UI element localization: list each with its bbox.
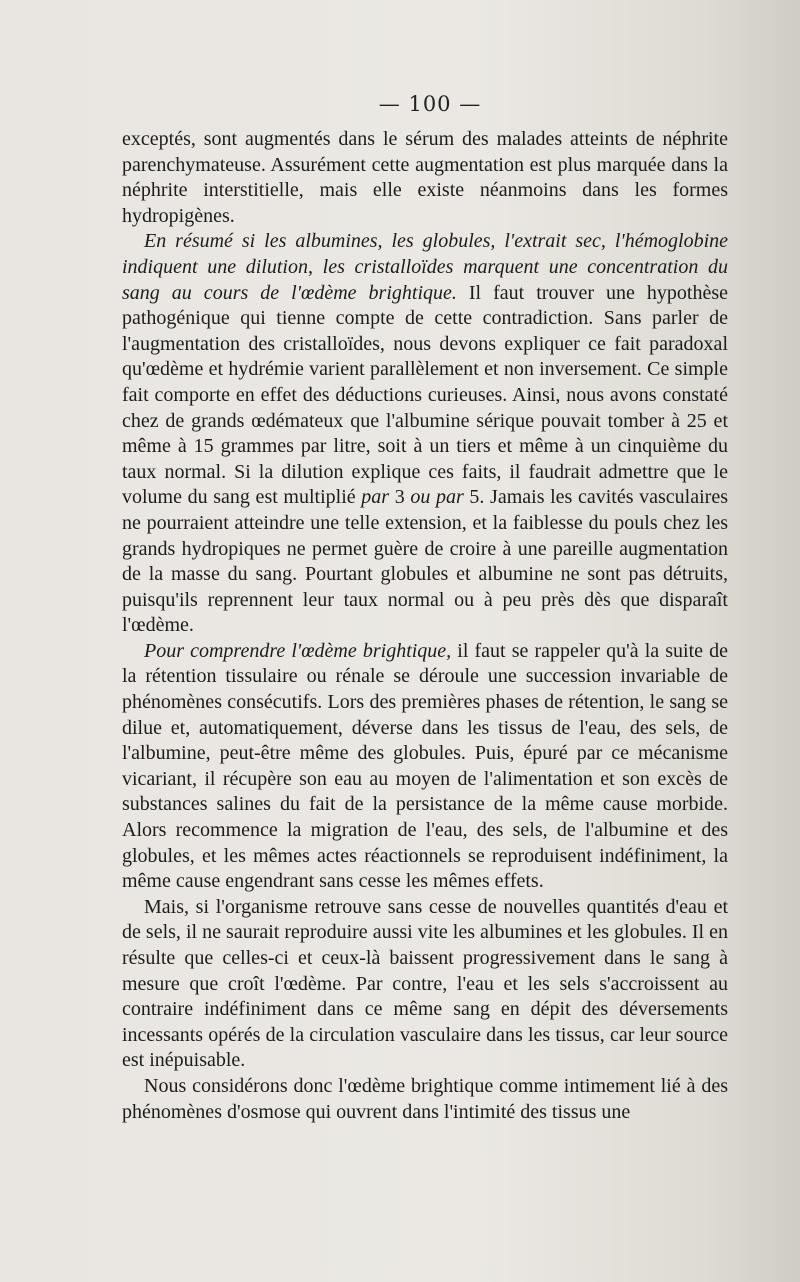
italic-text: Pour comprendre l'œdème brightique, <box>144 639 452 662</box>
paragraph-p5 <box>122 1074 728 1125</box>
text-run: Nous considérons donc l'œdème brightique comme intimement lié à des phénomènes d'osmose qui ouvrent dans l'intimité des tissus une <box>122 1074 728 1123</box>
italic-text: ou par <box>410 486 464 509</box>
text-run: Il faut trouver une hypothèse pathogénique qui tienne compte de cette contradiction. Sans parler de l'augmentation des cristalloïdes, nous devons expliquer ce fait paradoxal qu'œdème et hydrémie varient parallèlement et non inversement. Ce simple fait comporte en effet des déductions curieuses. Ainsi, nous avons constaté chez de grands œdémateux que l'albumine sérique pouvait tomber à 25 et même à 15 grammes par litre, soit à un tiers et même à un cinquième du taux normal. Si la dilution explique ces faits, il faudrait admettre que le volume du sang est multiplié <box>122 281 728 509</box>
paragraph-p4 <box>122 895 728 1074</box>
paragraph-p2 <box>122 229 728 639</box>
text-run: il faut se rappeler qu'à la suite de la rétention tissulaire ou rénale se déroule une succession invariable de phénomènes consécutifs. Lors des premières phases de rétention, le sang se dilue et, automatiquement, déverse dans les tissus de l'eau, des sels, de l'albumine, peut-être même des globules. Puis, épuré par ce mécanisme vicariant, il récupère son eau au moyen de l'alimentation et son excès de substances salines du fait de la persistance de la même cause morbide. Alors recommence la migration de l'eau, des sels, de l'albumine et des globules, et les mêmes actes réactionnels se reproduisent indéfiniment, la même cause engendrant sans cesse les mêmes effets. <box>122 639 728 893</box>
paragraph-p1 <box>122 127 728 229</box>
text-run: exceptés, sont augmentés dans le sérum des malades atteints de néphrite parenchymateuse. Assurément cette augmentation est plus marquée dans la néphrite interstitielle, mais elle existe néanmoins dans les formes hydropigènes. <box>122 128 728 227</box>
text-run: 3 <box>389 486 411 509</box>
body-text <box>122 127 728 1125</box>
italic-text: par <box>361 486 390 509</box>
paragraph-p3 <box>122 639 728 895</box>
italic-text: En résumé si les albumines, les globules, l'extrait sec, l'hémoglobine indiquent une dilution, les cristalloïdes marquent une concentration du sang au cours de l'œdème brightique. <box>122 230 728 304</box>
text-run: 5. Jamais les cavités vasculaires ne pourraient atteindre une telle extension, et la faiblesse du pouls chez les grands hydropiques ne permet guère de croire à une pareille augmentation de la masse du sang. Pourtant globules et albumine ne sont pas détruits, puisqu'ils reprennent leur taux normal ou à peu près dès que disparaît l'œdème. <box>122 486 728 637</box>
text-run: Mais, si l'organisme retrouve sans cesse de nouvelles quantités d'eau et de sels, il ne saurait reproduire aussi vite les albumines et les globules. Il en résulte que celles-ci et ceux-là baissent progressivement dans le sang à mesure que croît l'œdème. Par contre, l'eau et les sels s'accroissent au contraire indéfiniment dans ce même sang en dépit des déversements incessants opérés de la circulation vasculaire dans les tissus, car leur source est inépuisable. <box>122 895 728 1072</box>
page-number: — 100 — <box>378 92 482 116</box>
